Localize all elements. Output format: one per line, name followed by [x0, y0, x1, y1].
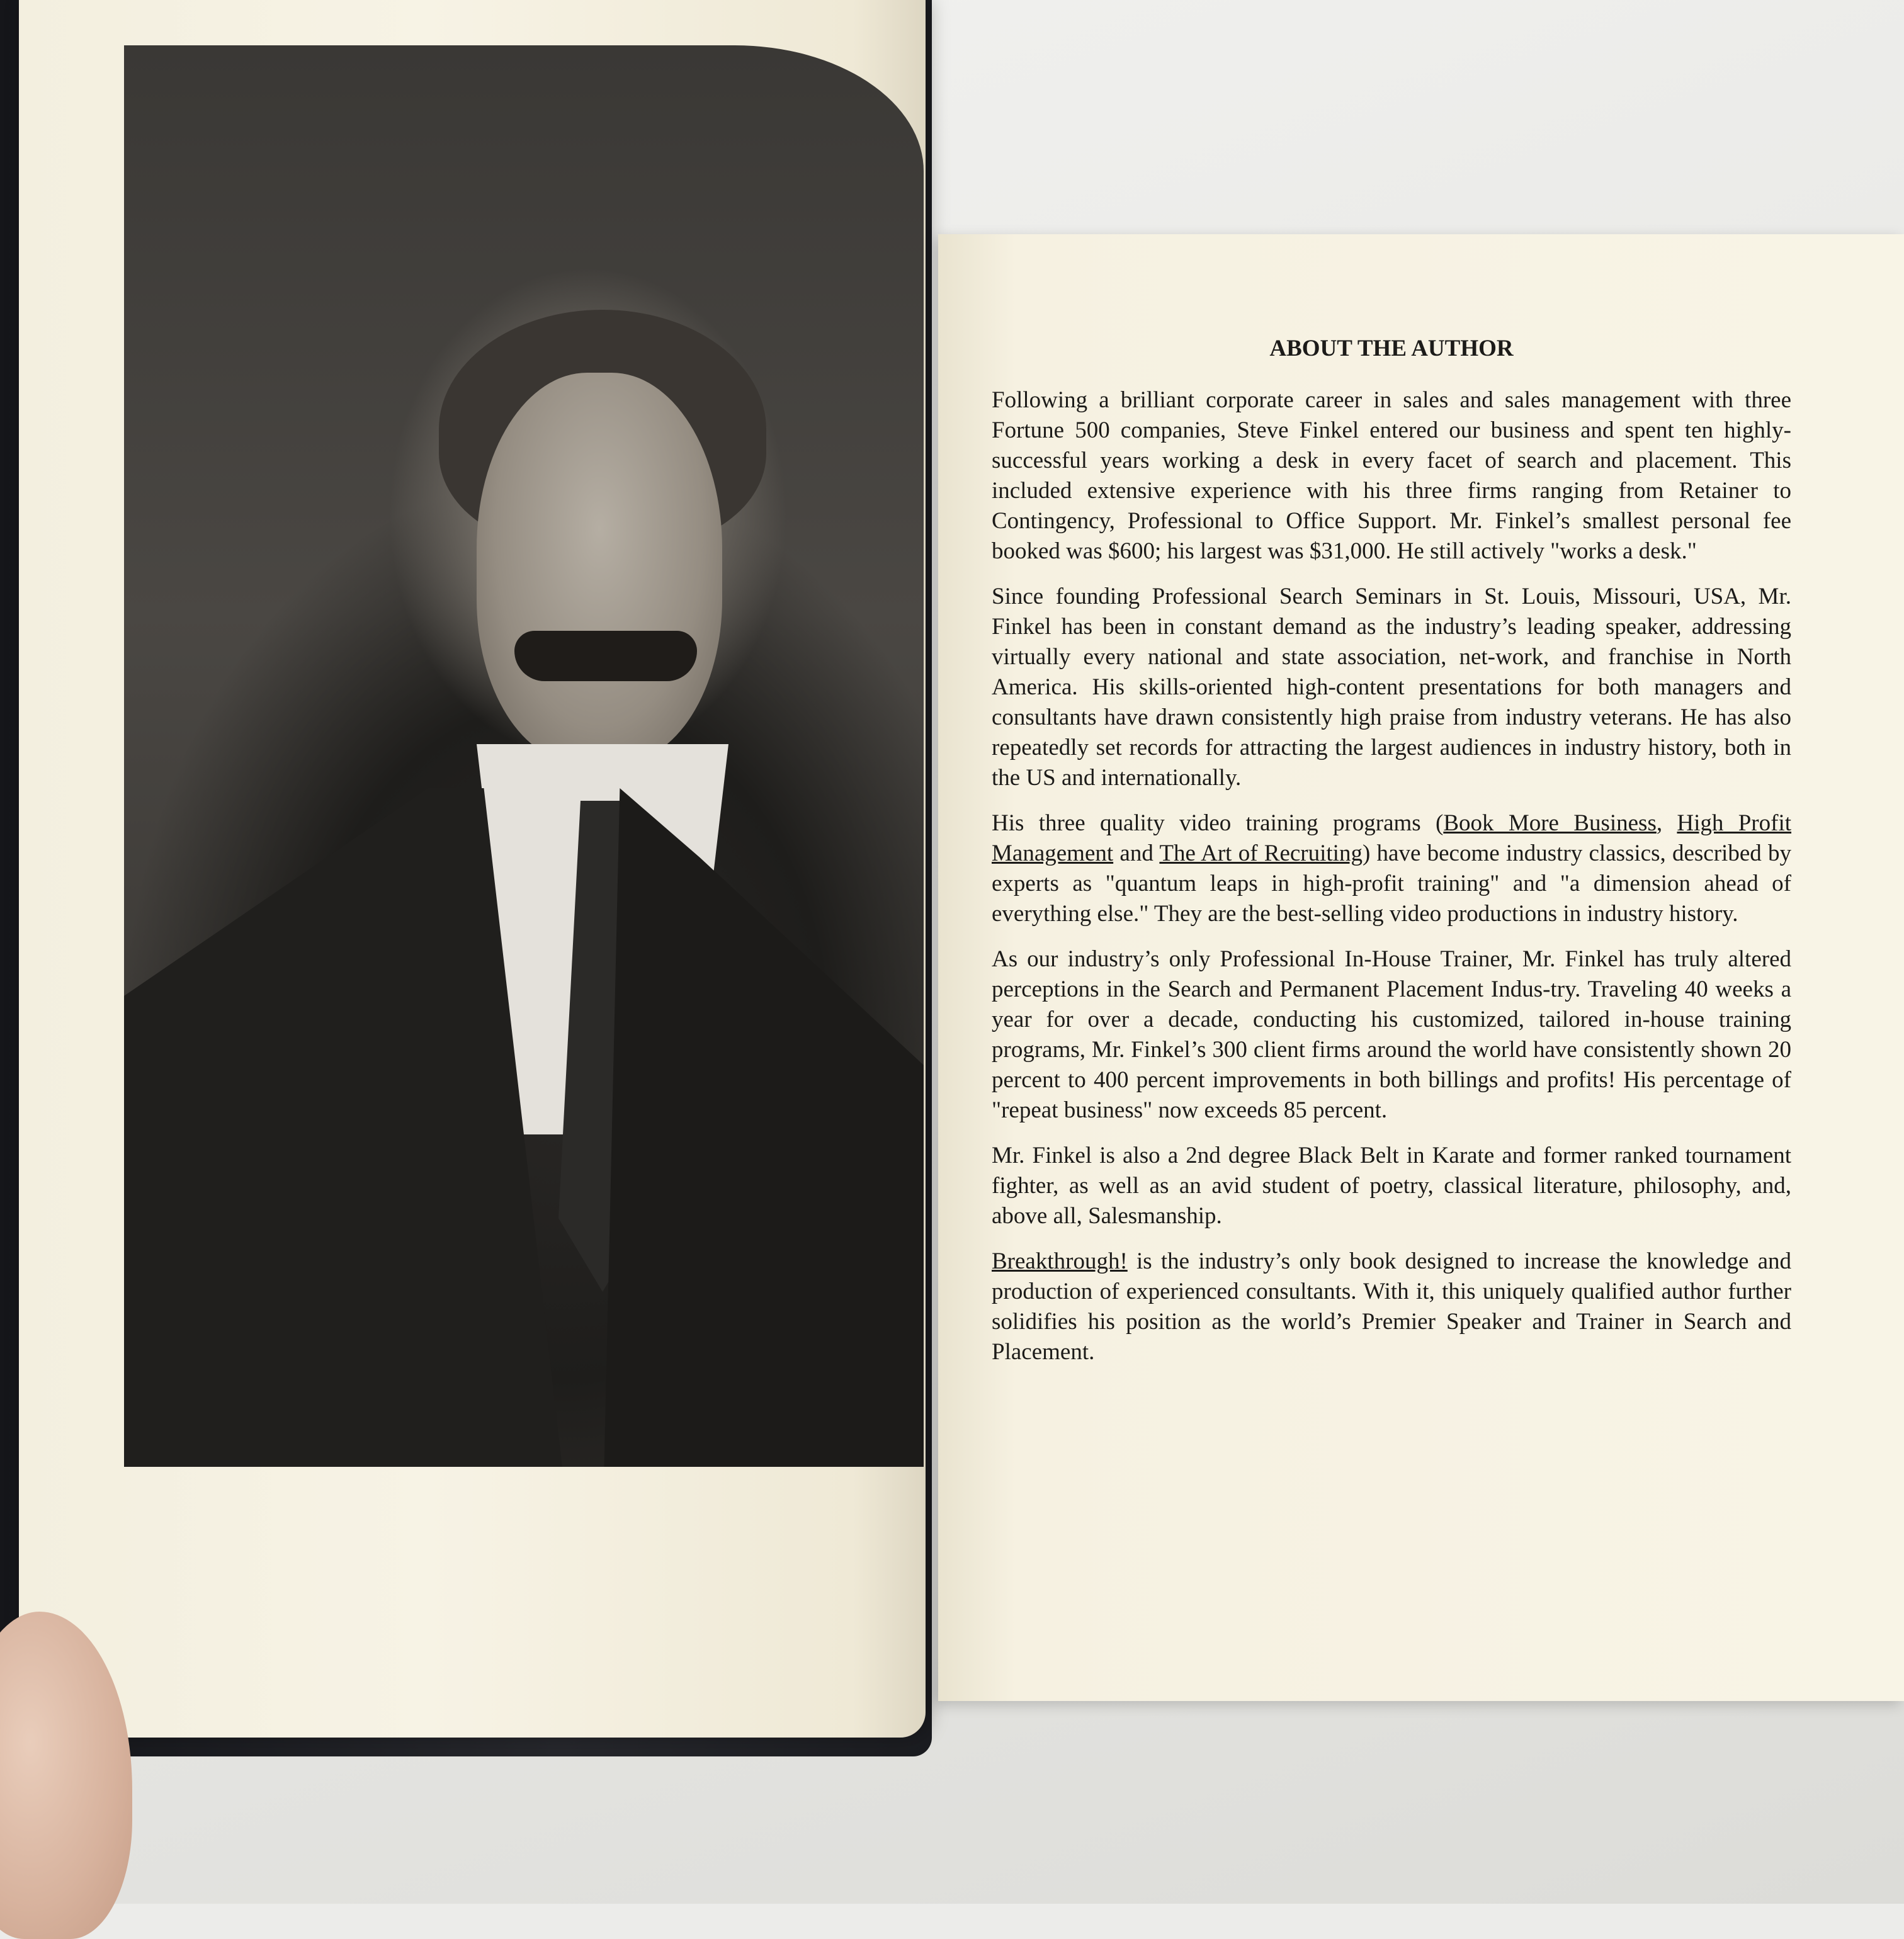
- mustache-shape: [514, 631, 697, 681]
- paragraph-breakthrough: [992, 1246, 1791, 1367]
- title-art-of-recruiting: The Art of Recruiting: [1159, 840, 1363, 866]
- text-span: His three quality video training programs (: [992, 810, 1444, 836]
- text-span: and: [1113, 840, 1160, 866]
- text-span: ,: [1656, 810, 1677, 836]
- text-span: is the industry’s only book designed to increase the knowledge and production of experienced consultants. With it, this uniquely qualified author further solidifies his position as the world’s Premier Speaker and Trainer in Search and Placement.: [992, 1248, 1791, 1365]
- text-span: ) have become industry classics, described by experts as "quantum leaps in high-profit training" and "a dimension ahead of everything else." They are the best-selling video productions in industry history.: [992, 840, 1791, 927]
- about-the-author-text: [992, 334, 1791, 1382]
- face-shape: [477, 373, 722, 763]
- paragraph-karate: Mr. Finkel is also a 2nd degree Black Belt in Karate and former ranked tournament fighter, as well as an avid student of poetry, classical literature, philosophy, and, above all, Salesmanship.: [992, 1143, 1791, 1229]
- paragraph-video-programs: [992, 808, 1791, 929]
- paragraph-career: Following a brilliant corporate career in sales and sales management with three Fortune 500 companies, Steve Finkel entered our business and spent ten highly-successful years working a desk in every facet of search and placement. This included extensive experience with his three firms ranging from Retainer to Contingency, Professional to Office Support. Mr. Finkel’s smallest personal fee booked was $600; his largest was $31,000. He still actively "works a desk.": [992, 387, 1791, 564]
- title-book-more-business: Book More Business: [1443, 810, 1657, 836]
- title-breakthrough: Breakthrough!: [992, 1248, 1128, 1274]
- paragraph-seminars: Since founding Professional Search Seminars in St. Louis, Missouri, USA, Mr. Finkel has been in constant demand as the industry’s leading speaker, addressing virtually every national and state association, net-work, and franchise in North America. His skills-oriented high-content presentations for both managers and consultants have drawn consistently high praise from industry veterans. He has also repeatedly set records for attracting the largest audiences in industry history, both in the US and internationally.: [992, 584, 1791, 791]
- page-title: ABOUT THE AUTHOR: [1269, 336, 1514, 361]
- paragraph-trainer: As our industry’s only Professional In-House Trainer, Mr. Finkel has truly altered perceptions in the Search and Permanent Placement Indus-try. Traveling 40 weeks a year for over a decade, conducting his customized, tailored in-house training programs, Mr. Finkel’s 300 client firms around the world have consistently shown 20 percent to 400 percent improvements in both billings and profits! His percentage of "repeat business" now exceeds 85 percent.: [992, 946, 1791, 1123]
- author-portrait-photo: [124, 45, 924, 1467]
- title-high-profit-management: High Profit Management: [992, 810, 1792, 866]
